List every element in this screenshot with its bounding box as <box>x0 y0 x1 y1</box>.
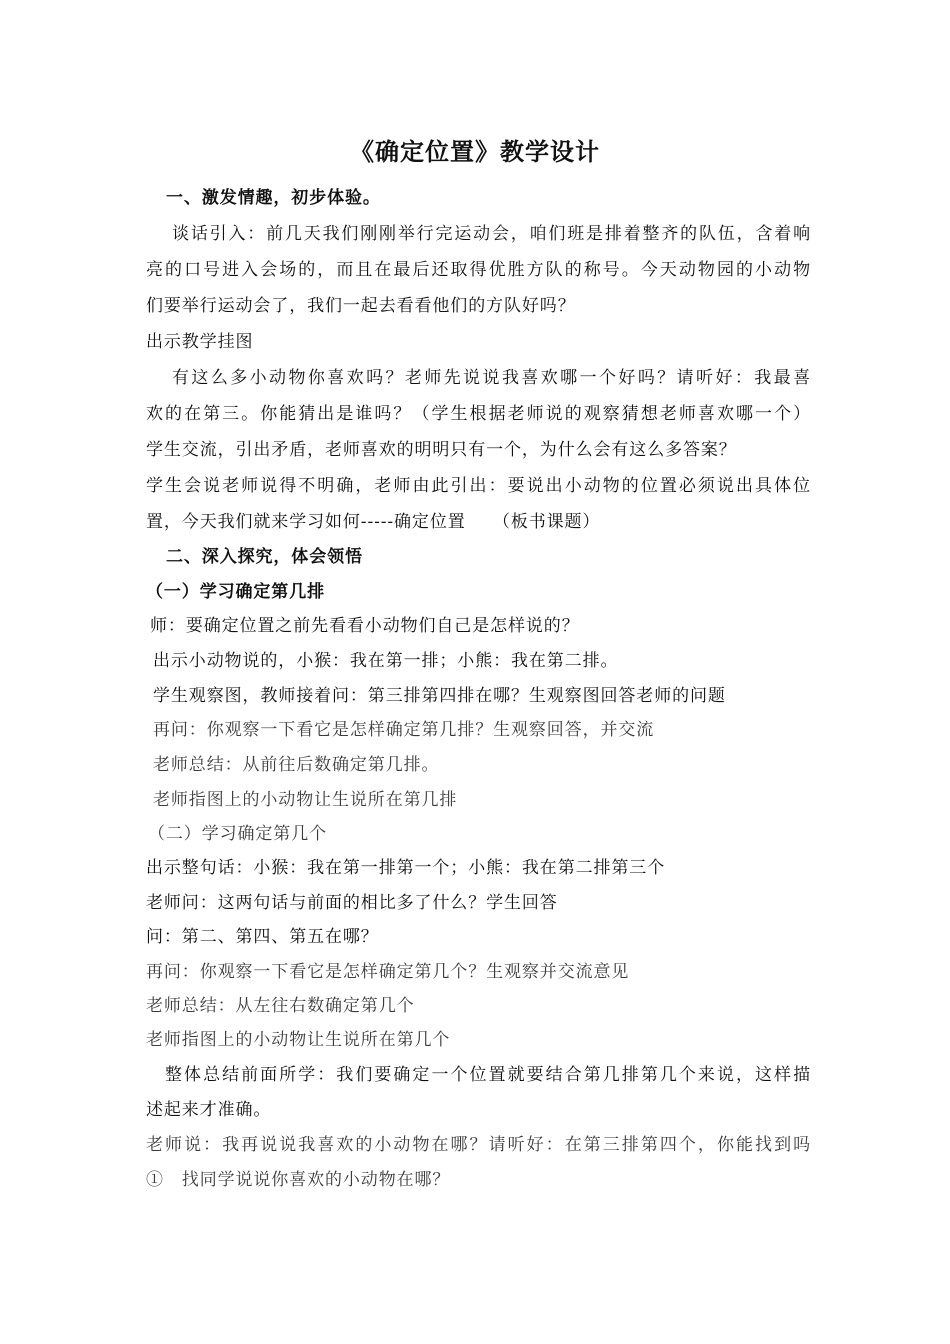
paragraph-line: 学生观察图，教师接着问：第三排第四排在哪？生观察图回答老师的问题 <box>153 686 726 706</box>
paragraph-line: 师：要确定位置之前先看看小动物们自己是怎样说的？ <box>150 616 580 636</box>
paragraph-line: 欢的在第三。你能猜出是谁吗？（学生根据老师说的观察猜想老师喜欢哪一个） <box>146 404 811 424</box>
numbered-item: ① 找同学说说你喜欢的小动物在哪？ <box>146 1170 451 1190</box>
section-heading: 一、激发情趣，初步体验。 <box>166 188 381 208</box>
paragraph-line: 置，今天我们就来学习如何-----确定位置 （板书课题） <box>146 512 601 532</box>
paragraph-line: 整体总结前面所学：我们要确定一个位置就要结合第几排第几个来说，这样描 <box>165 1065 811 1085</box>
paragraph-line: 老师指图上的小动物让生说所在第几个 <box>146 1030 451 1050</box>
paragraph-line: 学生交流，引出矛盾，老师喜欢的明明只有一个，为什么会有这么多答案？ <box>146 440 737 460</box>
paragraph-line: 们要举行运动会了，我们一起去看看他们的方队好吗？ <box>146 296 576 316</box>
paragraph-line: 再问：你观察一下看它是怎样确定第几个？生观察并交流意见 <box>146 962 630 982</box>
paragraph-line: 老师问：这两句话与前面的相比多了什么？学生回答 <box>146 893 558 913</box>
paragraph-line: 亮的口号进入会场的，而且在最后还取得优胜方队的称号。今天动物园的小动物 <box>146 260 811 280</box>
subsection-heading: （二）学习确定第几个 <box>148 824 327 844</box>
paragraph-line: 学生会说老师说得不明确，老师由此引出：要说出小动物的位置必须说出具体位 <box>146 476 811 496</box>
paragraph-line: 老师总结：从左往右数确定第几个 <box>146 996 415 1016</box>
paragraph-line: 老师总结：从前往后数确定第几排。 <box>153 755 440 775</box>
subsection-heading: （一）学习确定第几排 <box>146 582 325 602</box>
paragraph-line: 出示教学挂图 <box>146 332 254 352</box>
paragraph-line: 谈话引入：前几天我们刚刚举行完运动会，咱们班是排着整齐的队伍，含着响 <box>172 224 811 244</box>
paragraph-line: 述起来才准确。 <box>146 1100 272 1120</box>
paragraph-line: 老师指图上的小动物让生说所在第几排 <box>153 790 458 810</box>
paragraph-line: 老师说：我再说说我喜欢的小动物在哪？请听好：在第三排第四个，你能找到吗 <box>146 1135 811 1155</box>
paragraph-line: 再问：你观察一下看它是怎样确定第几排？生观察回答，并交流 <box>153 720 655 740</box>
document-title: 《确定位置》教学设计 <box>350 138 600 166</box>
section-heading: 二、深入探究，体会领悟 <box>166 547 363 567</box>
paragraph-line: 有这么多小动物你喜欢吗？老师先说说我喜欢哪一个好吗？请听好：我最喜 <box>172 368 811 388</box>
paragraph-line: 出示整句话：小猴：我在第一排第一个；小熊：我在第二排第三个 <box>146 858 666 878</box>
paragraph-line: 问：第二、第四、第五在哪？ <box>146 927 379 947</box>
paragraph-line: 出示小动物说的，小猴：我在第一排；小熊：我在第二排。 <box>153 651 619 671</box>
